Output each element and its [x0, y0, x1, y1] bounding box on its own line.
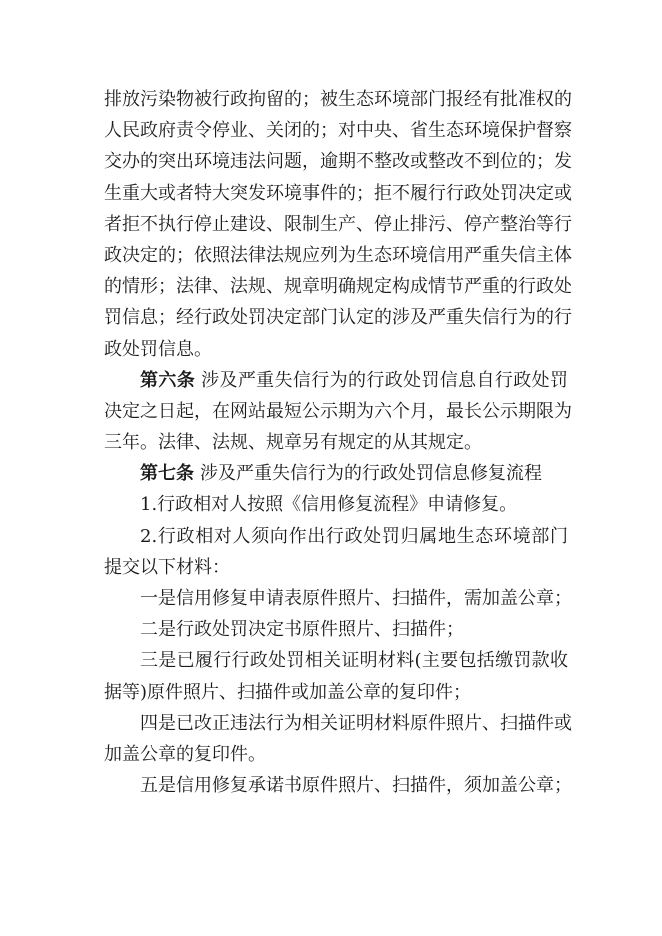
paragraph-1-line-6: 政决定的；依照法律法规应列为生态环境信用严重失信主体: [104, 244, 572, 266]
article-6-line-1: 涉及严重失信行为的行政处罚信息自行政处罚: [201, 369, 569, 391]
material-3-line-1: 三是已履行行政处罚相关证明材料(主要包括缴罚款收: [140, 650, 568, 672]
paragraph-1-line-1: 排放污染物被行政拘留的；被生态环境部门报经有批准权的: [104, 89, 572, 110]
paragraph-1-line-2: 人民政府责令停业、关闭的；对中央、省生态环境保护督察: [104, 120, 572, 142]
document-body: [104, 84, 572, 801]
paragraph-1-line-9: 政处罚信息。: [104, 338, 212, 360]
article-7-line-1: 涉及严重失信行为的行政处罚信息修复流程: [200, 463, 542, 485]
material-4-line-2: 加盖公章的复印件。: [104, 743, 266, 765]
article-6-heading: 第六条: [140, 369, 196, 391]
material-3-line-2: 据等)原件照片、扫描件或加盖公章的复印件；: [104, 681, 472, 703]
article-6-line-2: 决定之日起，在网站最短公示期为六个月，最长公示期限为: [104, 400, 572, 422]
material-1-line-1: 一是信用修复申请表原件照片、扫描件，需加盖公章；: [140, 588, 572, 609]
item-2-line-2: 提交以下材料：: [104, 556, 230, 578]
article-7-heading: 第七条: [140, 463, 194, 485]
article-6-first-line: [104, 365, 568, 396]
material-2-line-1: 二是行政处罚决定书原件照片、扫描件；: [140, 619, 464, 641]
paragraph-1-line-7: 的情形；法律、法规、规章明确规定构成情节严重的行政处: [104, 276, 572, 298]
paragraph-1-line-4: 生重大或者特大突发环境事件的；拒不履行行政处罚决定或: [104, 182, 572, 204]
paragraph-1-line-8: 罚信息；经行政处罚决定部门认定的涉及严重失信行为的行: [104, 307, 572, 329]
item-1-line-1: 1.行政相对人按照《信用修复流程》申请修复。: [140, 494, 518, 516]
item-2-line-1: 2.行政相对人须向作出行政处罚归属地生态环境部门: [140, 525, 568, 547]
article-6-line-3: 三年。法律、法规、规章另有规定的从其规定。: [104, 432, 482, 454]
paragraph-1-line-5: 者拒不执行停止建设、限制生产、停止排污、停产整治等行: [104, 213, 572, 235]
material-4-line-1: 四是已改正违法行为相关证明材料原件照片、扫描件或: [140, 712, 572, 734]
paragraph-1-line-3: 交办的突出环境违法问题，逾期不整改或整改不到位的；发: [104, 151, 572, 173]
material-5-line-1: 五是信用修复承诺书原件照片、扫描件，须加盖公章；: [140, 775, 572, 797]
article-7-first-line: [104, 458, 568, 489]
